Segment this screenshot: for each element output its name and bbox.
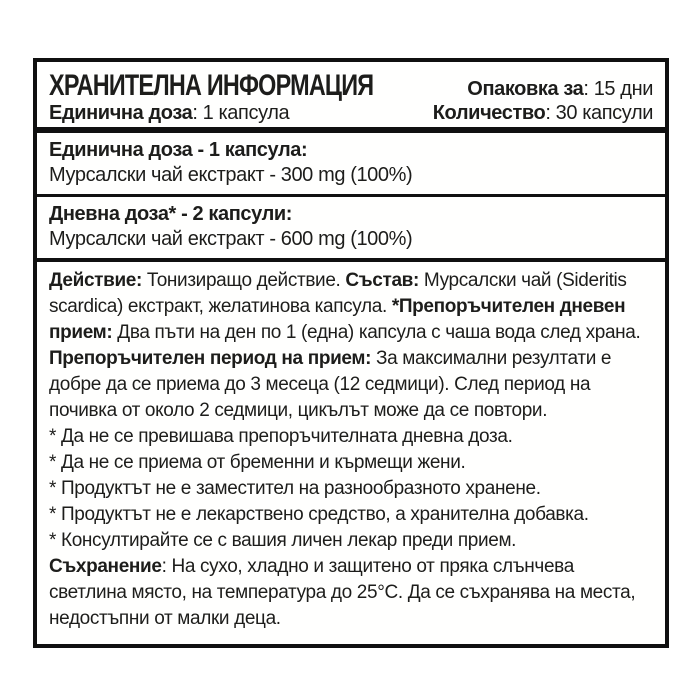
action-label: Действие: <box>49 270 142 291</box>
intake-text: Два пъти на ден по 1 (една) капсула с чаша вода след храна. <box>112 322 641 343</box>
nutrition-label <box>33 58 669 648</box>
storage-paragraph <box>49 554 653 632</box>
warning-line: * Продуктът не е заместител на разнообразното хранене. <box>49 478 541 499</box>
storage-label: Съхранение <box>49 556 162 577</box>
warning-line: * Продуктът не е лекарствено средство, а хранителна добавка. <box>49 504 589 525</box>
warning-line: * Да не се превишава препоръчителната дневна доза. <box>49 426 513 447</box>
action-composition-paragraph <box>49 268 653 346</box>
warning-line: * Да не се приема от бременни и кърмещи жени. <box>49 452 466 473</box>
quantity-value: : 30 капсули <box>545 102 653 124</box>
package-duration-label: Опаковка за <box>467 78 584 100</box>
storage-text: : На сухо, хладно и защитено от пряка слънчева светлина място, на температура до 25°C. Да се съхранява на места, недостъпни от малки деца. <box>49 556 636 629</box>
single-dose-summary-value: : 1 капсула <box>192 102 290 124</box>
composition-text: Мурсалски чай (Sideritis scardica) екстракт, желатинова капсула. <box>49 270 627 317</box>
header-row-top <box>49 69 653 102</box>
composition-label: Състав: <box>345 270 419 291</box>
package-duration <box>467 78 653 100</box>
label-title: ХРАНИТЕЛНА ИНФОРМАЦИЯ <box>49 69 374 102</box>
label-header <box>37 62 665 127</box>
single-dose-heading: Единична доза - 1 капсула: <box>49 139 308 161</box>
daily-dose-section <box>37 197 665 258</box>
daily-dose-heading: Дневна доза* - 2 капсули: <box>49 203 293 225</box>
single-dose-section <box>37 133 665 194</box>
intake-label: *Препоръчителен дневен прием: <box>49 296 626 343</box>
period-text: За максимални резултати е добре да се приема до 3 месеца (12 седмици). След период на почивка от около 2 седмици, цикълът може да се повтори. <box>49 348 612 421</box>
single-dose-summary <box>49 102 289 124</box>
daily-dose-ingredient: Мурсалски чай екстракт - 600 mg (100%) <box>49 228 413 250</box>
period-label: Препоръчителен период на прием: <box>49 348 372 369</box>
quantity <box>433 102 653 124</box>
intake-period-paragraph <box>49 346 653 424</box>
action-text: Тонизиращо действие. <box>142 270 346 291</box>
warning-line: * Консултирайте се с вашия личен лекар преди прием. <box>49 530 517 551</box>
single-dose-summary-label: Единична доза <box>49 102 193 124</box>
package-duration-value: : 15 дни <box>583 78 653 100</box>
single-dose-ingredient: Мурсалски чай екстракт - 300 mg (100%) <box>49 164 413 186</box>
quantity-label: Количество <box>432 102 546 124</box>
details-block <box>37 262 665 640</box>
header-row-bottom <box>49 102 653 124</box>
